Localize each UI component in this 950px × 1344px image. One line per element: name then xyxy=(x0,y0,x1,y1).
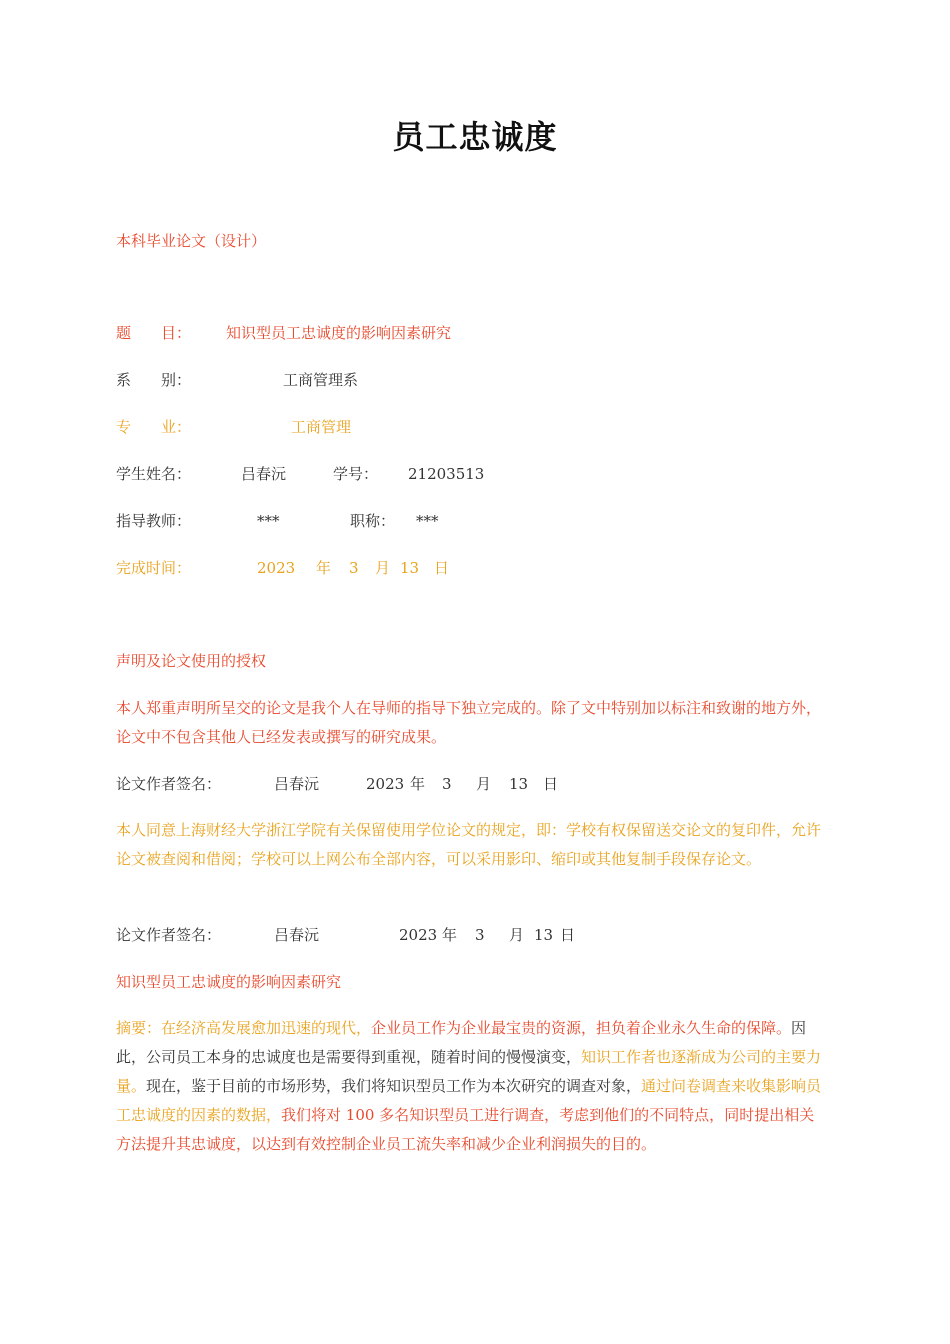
thesis-type: 本科毕业论文（设计） xyxy=(116,232,267,250)
completion-day: 13 xyxy=(400,559,420,577)
advisor-title-label: 职称： xyxy=(350,512,396,530)
topic-row xyxy=(116,322,451,344)
abstract-part-2: 企业员工作为企业最宝贵的资源，担负着企业永久生命的保障。 xyxy=(371,1019,792,1037)
student-id-value: 21203513 xyxy=(408,465,485,483)
advisor-label: 指导教师： xyxy=(116,512,192,530)
signature-day-unit-1: 日 xyxy=(543,775,559,793)
abstract-part-3: 因此，公司员工本身的忠诚度也是需要得到重视，随着时间的慢慢演变， xyxy=(116,1019,807,1066)
declaration-heading: 声明及论文使用的授权 xyxy=(116,652,267,670)
topic-value: 知识型员工忠诚度的影响因素研究 xyxy=(226,324,452,342)
signature-year-unit-2: 年 xyxy=(442,926,458,944)
signature-month-2: 3 xyxy=(475,926,485,944)
signature-name-1: 吕春沅 xyxy=(274,775,320,793)
student-row xyxy=(116,463,616,485)
signature-day-unit-2: 日 xyxy=(560,926,576,944)
department-value: 工商管理系 xyxy=(283,371,359,389)
signature-month-unit-1: 月 xyxy=(476,775,492,793)
abstract-part-8: 同时提出相关方法提升其忠诚度，以达到有效控制企业员工流失率和减少企业利润损失的目的。 xyxy=(116,1106,815,1153)
student-name-label: 学生姓名： xyxy=(116,465,192,483)
abstract-part-1: 摘要：在经济高发展愈加迅速的现代， xyxy=(116,1019,372,1037)
advisor-row xyxy=(116,510,616,532)
signature-day-2: 13 xyxy=(534,926,554,944)
student-id-label: 学号： xyxy=(333,465,379,483)
completion-day-unit: 日 xyxy=(434,559,450,577)
abstract-part-4: 知识工作者也逐渐成为公司的主要力量。 xyxy=(116,1048,822,1095)
signature-row-2 xyxy=(116,924,636,946)
completion-label: 完成时间： xyxy=(116,559,192,577)
completion-year-unit: 年 xyxy=(316,559,332,577)
completion-year: 2023 xyxy=(257,559,296,577)
signature-year-unit-1: 年 xyxy=(410,775,426,793)
major-value: 工商管理 xyxy=(291,418,352,436)
advisor-title-value: *** xyxy=(416,512,439,530)
abstract-part-5: 现在，鉴于目前的市场形势，我们将知识型员工作为本次研究的调查对象， xyxy=(146,1077,642,1095)
advisor-value: *** xyxy=(257,512,280,530)
student-name-value: 吕春沅 xyxy=(241,465,287,483)
signature-label-2: 论文作者签名： xyxy=(116,926,222,944)
declaration-statement: 本人郑重声明所呈交的论文是我个人在导师的指导下独立完成的。除了文中特别加以标注和致谢的地方外，论文中不包含其他人已经发表或撰写的研究成果。 xyxy=(116,699,822,746)
major-row xyxy=(116,416,352,438)
abstract-part-6: 通过问卷调查来收集影响员工忠诚度的因素的数据， xyxy=(116,1077,822,1124)
signature-month-1: 3 xyxy=(442,775,452,793)
signature-month-unit-2: 月 xyxy=(509,926,525,944)
signature-year-2: 2023 xyxy=(399,926,438,944)
major-label: 专 业： xyxy=(116,418,192,436)
department-label: 系 别： xyxy=(116,371,192,389)
abstract xyxy=(116,1014,828,1159)
document-title: 员工忠诚度 xyxy=(392,118,558,156)
authorization-statement: 本人同意上海财经大学浙江学院有关保留使用学位论文的规定，即：学校有权保留送交论文的复印件，允许论文被查阅和借阅；学校可以上网公布全部内容，可以采用影印、缩印或其他复制手段保存论文。 xyxy=(116,821,822,868)
signature-day-1: 13 xyxy=(509,775,529,793)
signature-name-2: 吕春沅 xyxy=(274,926,320,944)
signature-row-1 xyxy=(116,773,616,795)
signature-year-1: 2023 xyxy=(366,775,405,793)
completion-month: 3 xyxy=(349,559,359,577)
completion-month-unit: 月 xyxy=(375,559,391,577)
department-row xyxy=(116,369,359,391)
abstract-part-7: 我们将对 100 多名知识型员工进行调查，考虑到他们的不同特点， xyxy=(281,1106,725,1124)
topic-label: 题 目： xyxy=(116,324,192,342)
completion-row xyxy=(116,557,616,579)
paper-title: 知识型员工忠诚度的影响因素研究 xyxy=(116,973,342,991)
signature-label-1: 论文作者签名： xyxy=(116,775,222,793)
